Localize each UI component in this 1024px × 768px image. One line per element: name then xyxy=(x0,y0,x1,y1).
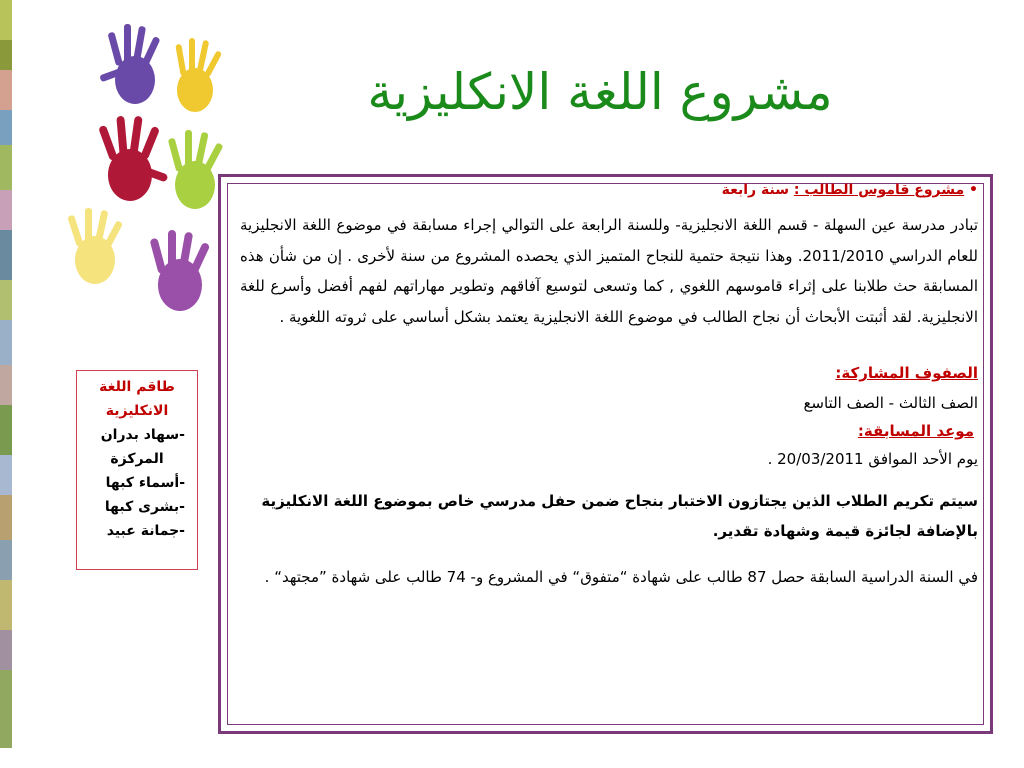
staff-member: -بشرى كبها xyxy=(104,499,185,515)
classes-heading: الصفوف المشاركة: xyxy=(835,364,978,382)
staff-heading-line2: الانكليزية xyxy=(105,403,169,419)
red-hand-icon xyxy=(98,116,168,201)
violet-hand-icon xyxy=(149,230,210,311)
decorative-stripe xyxy=(0,0,12,768)
classes-text: الصف الثالث - الصف التاسع xyxy=(803,394,978,412)
green-hand-icon xyxy=(168,130,224,209)
date-text: يوم الأحد الموافق 20/03/2011 . xyxy=(767,450,978,468)
purple-hand-icon xyxy=(99,24,160,104)
pale-yellow-hand-icon xyxy=(67,208,123,284)
staff-member: -سهاد بدران xyxy=(100,427,185,443)
staff-box xyxy=(76,370,198,570)
intro-paragraph: تبادر مدرسة عين السهلة - قسم اللغة الانجليزية- وللسنة الرابعة على التوالي إجراء مسابقة في موضوع اللغة الانجليزية للعام الدراسي 2011/2010. وهذا نتيجة حتمية للنجاح المتميز الذي يحصده المشروع من سنة لأخرى . إن من شأن هذه المسابقة حث طلابنا على إثراء قاموسهم اللغوي , كما وتسعى لتوسيع آفاقهم وتطوير مهاراتهم لفهم أفضل وأسرع للغة الانجليزية. لقد أثبتت الأبحاث أن نجاح الطالب في موضوع اللغة الانجليزية يعتمد بشكل أساسي على ثروته اللغوية . xyxy=(240,216,979,326)
staff-member: -أسماء كبها xyxy=(105,475,185,491)
content-body xyxy=(240,178,978,723)
stats-paragraph: في السنة الدراسية السابقة حصل 87 طالب على شهادة “متفوق“ في المشروع و- 74 طالب على شهادة ”مجتهد“ . xyxy=(264,568,978,586)
bullet-heading-underlined: مشروع قاموس الطالب : xyxy=(793,182,965,198)
bullet-heading: • مشروع قاموس الطالب : سنة رابعة xyxy=(721,182,978,198)
staff-heading-line1: طاقم اللغة xyxy=(99,379,175,395)
staff-member-role: المركزة xyxy=(110,451,164,467)
honor-paragraph: سيتم تكريم الطلاب الذين يجتازون الاختبار بنجاح ضمن حفل مدرسي خاص بموضوع اللغة الانكليزية بالإضافة لجائزة قيمة وشهادة تقدير. xyxy=(261,492,978,540)
slide-title: مشروع اللغة الانكليزية xyxy=(367,63,833,121)
date-heading: موعد المسابقة: xyxy=(857,422,974,440)
yellow-hand-icon xyxy=(175,38,222,112)
hand-prints-illustration xyxy=(40,10,240,340)
staff-member: -جمانة عبيد xyxy=(106,523,185,539)
bullet-heading-suffix: سنة رابعة xyxy=(721,182,794,198)
